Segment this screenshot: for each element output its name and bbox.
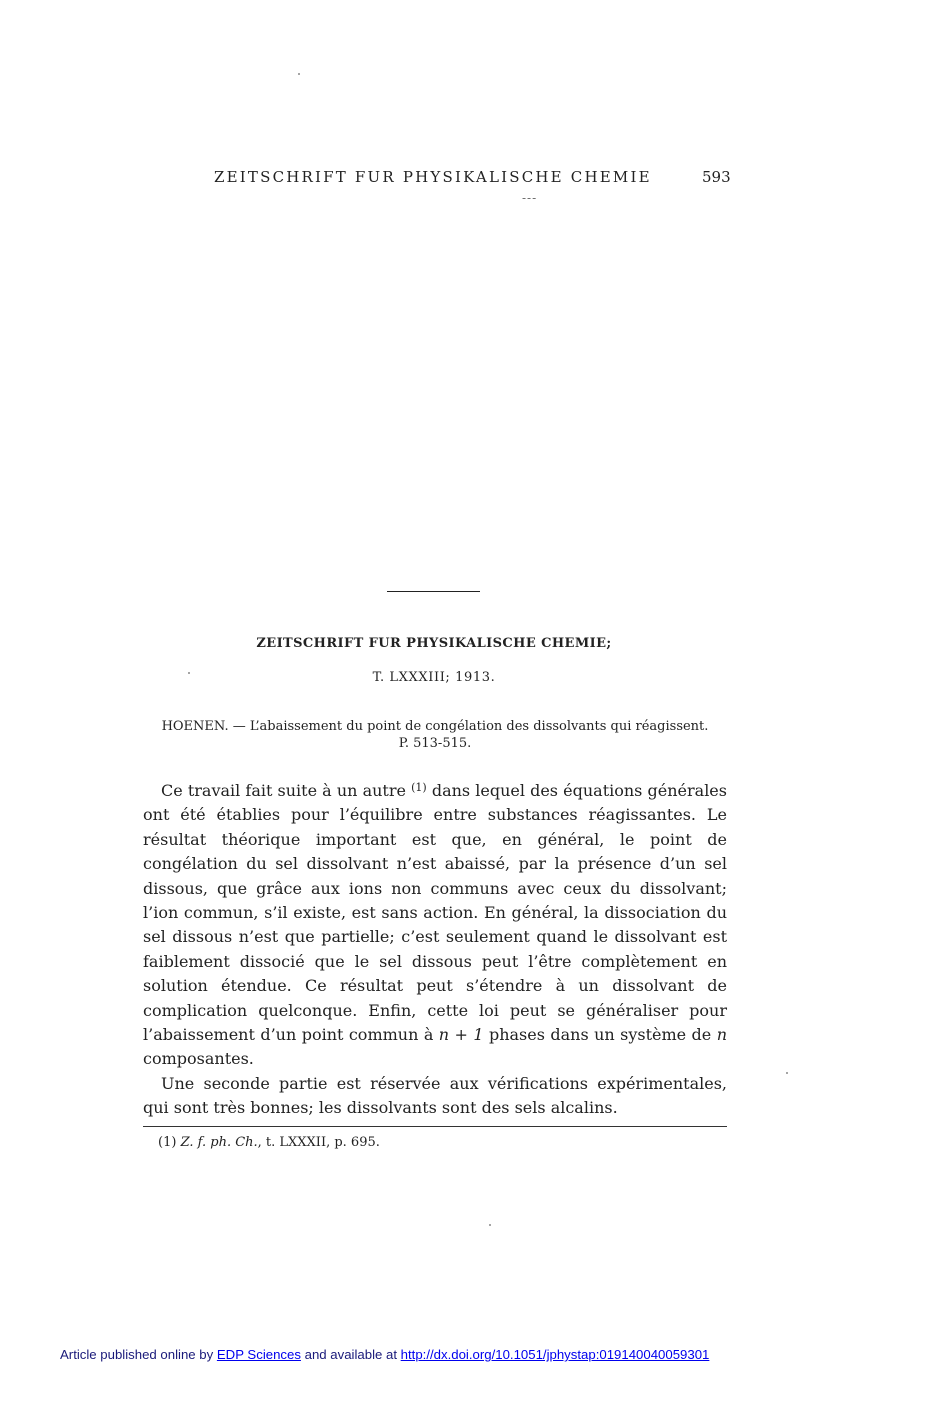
scan-speck xyxy=(786,1072,788,1074)
edp-sciences-link[interactable]: EDP Sciences xyxy=(216,1347,301,1362)
footnote-reference: (1) xyxy=(411,781,427,794)
running-header xyxy=(214,168,734,188)
abstract-body xyxy=(143,776,727,1121)
abstract-paragraph-2: Une seconde partie est réservée aux vérifications expérimentales, qui sont très bonnes; les dissolvants sont des sels alcalins. xyxy=(143,1073,727,1118)
footnote-mark: (1) xyxy=(158,1135,177,1150)
article-separator: — xyxy=(228,719,250,734)
article-entry xyxy=(143,718,727,752)
article-title: L’abaissement du point de congélation des dissolvants qui réagissent. xyxy=(249,719,709,734)
variable-n: n xyxy=(716,1025,728,1045)
header-dash: --- xyxy=(522,191,538,205)
footnote-journal: Z. f. ph. Ch. xyxy=(180,1135,258,1150)
publisher-notice: Article published online by EDP Sciences and available at http://dx.doi.org/10.1051/jphystap:019140040059301 xyxy=(60,1347,710,1362)
abstract-paragraph-1: Ce travail fait suite à un autre $^{(1)}$ dans lequel des équations générales ont été établies pour l’équilibre entre substances réagissantes. Le résultat théorique important est que, en général, le point de congélation du sel dissolvant n’est abaissé, par la présence d’un sel dissous, que grâce aux ions non communs avec ceux du dissolvant; l’ion commun, s’il existe, est sans action. En général, la dissociation du sel dissous n’est que partielle; c’est seulement quand le dissolvant est faiblement dissocié que le sel dissous peut l’être complètement en solution étendue. Ce résultat peut s’étendre à un dissolvant de complication quelconque. Enfin, cette loi peut se généraliser pour l’abaissement d’un point commun à n + 1 phases dans un système de n composantes. xyxy=(143,781,728,1069)
scan-speck xyxy=(298,73,300,75)
volume-line: T. LXXXIII; 1913. xyxy=(372,670,496,685)
section-rule xyxy=(387,591,480,592)
running-title: ZEITSCHRIFT FUR PHYSIKALISCHE CHEMIE xyxy=(214,168,652,186)
footnote-citation: , t. LXXXII, p. 695. xyxy=(257,1135,380,1150)
article-author: HOENEN. xyxy=(161,719,229,734)
article-pages: P. 513-515. xyxy=(398,736,472,751)
formula: n + 1 xyxy=(438,1025,484,1045)
footnote xyxy=(158,1135,380,1150)
footnote-rule xyxy=(143,1126,727,1127)
doi-link[interactable]: http://dx.doi.org/10.1051/jphystap:019140040059301 xyxy=(400,1347,710,1362)
page-number: 593 xyxy=(702,168,731,186)
scan-speck xyxy=(489,1224,491,1226)
section-title: ZEITSCHRIFT FUR PHYSIKALISCHE CHEMIE; xyxy=(256,636,612,651)
